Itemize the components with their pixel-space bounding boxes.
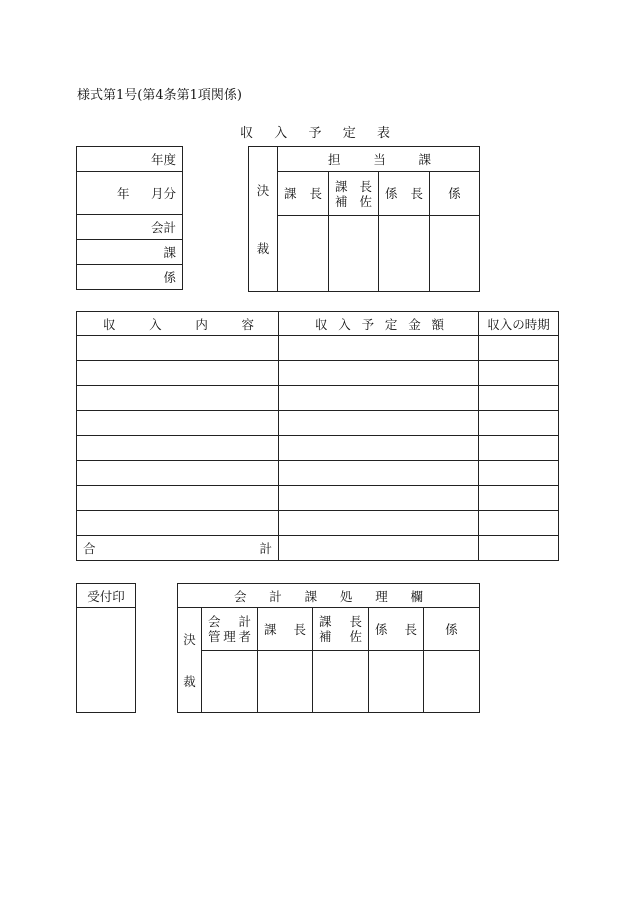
timing-cell[interactable] bbox=[479, 511, 559, 536]
content-cell[interactable] bbox=[77, 511, 279, 536]
content-cell[interactable] bbox=[77, 361, 279, 386]
column-label-char: 係 bbox=[445, 621, 458, 637]
approval-box bbox=[248, 146, 480, 292]
accounting-label: 会計 bbox=[77, 215, 183, 240]
timing-cell[interactable] bbox=[479, 461, 559, 486]
timing-cell[interactable] bbox=[479, 361, 559, 386]
table-row bbox=[77, 461, 559, 486]
month-cell bbox=[77, 172, 183, 215]
total-label-left: 合 bbox=[83, 541, 96, 556]
period-box bbox=[76, 146, 183, 290]
timing-cell[interactable] bbox=[479, 411, 559, 436]
month-label: 月分 bbox=[150, 186, 176, 201]
total-timing-cell[interactable] bbox=[479, 536, 559, 561]
content-cell[interactable] bbox=[77, 411, 279, 436]
approval-col-staff bbox=[430, 172, 480, 216]
amount-cell[interactable] bbox=[279, 361, 479, 386]
subsection-label: 係 bbox=[77, 265, 183, 290]
content-cell[interactable] bbox=[77, 336, 279, 361]
header-income-content bbox=[77, 312, 279, 336]
accounting-header-char: 理 bbox=[375, 588, 388, 604]
table-row bbox=[77, 386, 559, 411]
timing-cell[interactable] bbox=[479, 436, 559, 461]
receipt-stamp-area[interactable] bbox=[77, 608, 136, 713]
header-income-amount bbox=[279, 312, 479, 336]
amount-header-char: 金 bbox=[408, 316, 421, 332]
accounting-stamp-staff[interactable] bbox=[424, 651, 480, 713]
timing-cell[interactable] bbox=[479, 486, 559, 511]
table-row bbox=[77, 361, 559, 386]
column-label-char: 長 bbox=[309, 186, 322, 201]
content-header-char: 入 bbox=[149, 316, 162, 332]
column-label-char: 係 bbox=[385, 186, 398, 201]
charge-header-char: 担 bbox=[328, 152, 341, 167]
accounting-header-char: 処 bbox=[339, 588, 353, 604]
accounting-processing-header bbox=[178, 584, 480, 608]
accounting-processing-box bbox=[177, 583, 480, 713]
approval-col-deputy-chief bbox=[329, 172, 379, 216]
section-label: 課 bbox=[77, 240, 183, 265]
month-year-label: 年 bbox=[117, 186, 130, 201]
column-label-char: 課 bbox=[335, 178, 348, 194]
table-row bbox=[77, 436, 559, 461]
amount-cell[interactable] bbox=[279, 486, 479, 511]
accounting-col-deputy-chief bbox=[313, 608, 369, 651]
approval-stamp-section-chief[interactable] bbox=[278, 216, 329, 292]
approval-stamp-deputy-chief[interactable] bbox=[329, 216, 379, 292]
content-cell[interactable] bbox=[77, 461, 279, 486]
approval-stamp-staff[interactable] bbox=[430, 216, 480, 292]
amount-header-char: 予 bbox=[361, 316, 375, 332]
title-char: 定 bbox=[342, 126, 356, 141]
column-label-char: 会 bbox=[208, 614, 221, 629]
column-label-char: 理 bbox=[223, 629, 236, 644]
accounting-stamp-deputy-chief[interactable] bbox=[313, 651, 369, 713]
accounting-header-char: 会 bbox=[234, 588, 247, 604]
decision-char: 裁 bbox=[183, 674, 196, 689]
table-row bbox=[77, 411, 559, 436]
column-label-char: 佐 bbox=[349, 629, 362, 644]
receipt-stamp-label: 受付印 bbox=[77, 584, 136, 608]
header-income-timing: 収入の時期 bbox=[479, 312, 559, 336]
column-label-char: 補 bbox=[319, 629, 332, 644]
amount-cell[interactable] bbox=[279, 461, 479, 486]
accounting-stamp-subsection-chief[interactable] bbox=[369, 651, 424, 713]
column-label-char: 課 bbox=[264, 621, 277, 637]
total-amount-cell[interactable] bbox=[279, 536, 479, 561]
title-char: 表 bbox=[376, 126, 390, 141]
content-header-char: 容 bbox=[241, 316, 254, 332]
amount-cell[interactable] bbox=[279, 411, 479, 436]
title-char: 予 bbox=[308, 126, 322, 141]
column-label-char: 長 bbox=[410, 186, 423, 201]
approval-col-section-chief bbox=[278, 172, 329, 216]
content-cell[interactable] bbox=[77, 436, 279, 461]
total-label-cell bbox=[77, 536, 279, 561]
amount-header-char: 定 bbox=[384, 316, 398, 332]
accounting-col-subsection-chief bbox=[369, 608, 424, 651]
accounting-header-char: 欄 bbox=[410, 588, 423, 604]
document-title bbox=[0, 122, 630, 141]
amount-header-char: 入 bbox=[338, 316, 351, 332]
form-number: 様式第1号(第4条第1項関係) bbox=[77, 88, 242, 103]
accounting-col-manager bbox=[202, 608, 258, 651]
amount-cell[interactable] bbox=[279, 336, 479, 361]
total-row bbox=[77, 536, 559, 561]
decision-char: 決 bbox=[183, 632, 196, 647]
amount-cell[interactable] bbox=[279, 511, 479, 536]
decision-char: 裁 bbox=[256, 241, 270, 256]
accounting-stamp-manager[interactable] bbox=[202, 651, 258, 713]
amount-header-char: 額 bbox=[431, 316, 444, 332]
column-label-char: 管 bbox=[208, 629, 221, 644]
approval-col-subsection-chief bbox=[379, 172, 430, 216]
total-label-right: 計 bbox=[259, 541, 272, 556]
title-char: 入 bbox=[274, 126, 288, 141]
table-row bbox=[77, 486, 559, 511]
approval-stamp-subsection-chief[interactable] bbox=[379, 216, 430, 292]
column-label-char: 長 bbox=[293, 621, 306, 637]
accounting-col-staff bbox=[424, 608, 480, 651]
column-label-char: 佐 bbox=[359, 193, 372, 209]
receipt-stamp-box bbox=[76, 583, 136, 713]
amount-header-char: 収 bbox=[315, 316, 328, 332]
accounting-decision-cell bbox=[178, 608, 202, 713]
charge-header-char: 当 bbox=[373, 152, 386, 167]
column-label-char: 長 bbox=[359, 178, 372, 194]
accounting-col-section-chief bbox=[258, 608, 313, 651]
decision-char: 決 bbox=[256, 183, 270, 198]
amount-cell[interactable] bbox=[279, 386, 479, 411]
charge-section-header bbox=[278, 147, 480, 172]
content-cell[interactable] bbox=[77, 486, 279, 511]
timing-cell[interactable] bbox=[479, 386, 559, 411]
column-label-char: 者 bbox=[238, 629, 251, 644]
table-row bbox=[77, 511, 559, 536]
content-cell[interactable] bbox=[77, 386, 279, 411]
column-label-char: 課 bbox=[319, 614, 332, 629]
column-label-char: 係 bbox=[448, 186, 461, 201]
amount-cell[interactable] bbox=[279, 436, 479, 461]
column-label-char: 係 bbox=[375, 621, 388, 637]
accounting-header-char: 計 bbox=[269, 588, 282, 604]
column-label-char: 長 bbox=[349, 614, 362, 629]
content-header-char: 収 bbox=[103, 316, 116, 332]
accounting-header-char: 課 bbox=[304, 588, 318, 604]
charge-header-char: 課 bbox=[418, 152, 432, 167]
table-row bbox=[77, 336, 559, 361]
column-label-char: 補 bbox=[335, 193, 348, 209]
title-char: 収 bbox=[240, 126, 254, 141]
content-header-char: 内 bbox=[195, 316, 208, 332]
column-label-char: 長 bbox=[404, 621, 417, 637]
income-schedule-table bbox=[76, 311, 559, 561]
column-label-char: 計 bbox=[238, 614, 251, 629]
accounting-stamp-section-chief[interactable] bbox=[258, 651, 313, 713]
column-label-char: 課 bbox=[284, 186, 297, 201]
year-label: 年度 bbox=[77, 147, 183, 172]
timing-cell[interactable] bbox=[479, 336, 559, 361]
approval-decision-cell bbox=[249, 147, 278, 292]
